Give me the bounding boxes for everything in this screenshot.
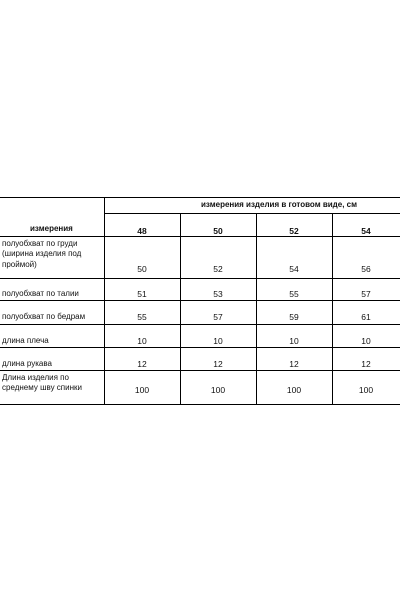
table-row-divider: [0, 370, 400, 371]
table-border-top: [0, 197, 400, 198]
table-cell: 57: [213, 312, 223, 322]
row-label: среднему шву спинки: [2, 383, 82, 392]
table-cell: 100: [134, 385, 150, 395]
table-cell: 10: [213, 336, 223, 346]
table-cell: 57: [361, 289, 371, 299]
row-label: полуобхват по талии: [2, 289, 79, 298]
table-row-divider: [0, 278, 400, 279]
table-cell: 12: [361, 359, 371, 369]
table-column-divider: [180, 213, 181, 405]
table-column-divider: [104, 197, 105, 405]
table-column-divider: [256, 213, 257, 405]
size-header: 48: [137, 226, 147, 236]
row-label: (ширина изделия под: [2, 249, 82, 258]
table-cell: 10: [137, 336, 147, 346]
table-cell: 51: [137, 289, 147, 299]
row-label: длина рукава: [2, 359, 52, 368]
table-cell: 53: [213, 289, 223, 299]
table-cell: 59: [289, 312, 299, 322]
size-header: 50: [213, 226, 223, 236]
row-label: длина плеча: [2, 336, 49, 345]
table-cell: 12: [137, 359, 147, 369]
table-cell: 61: [361, 312, 371, 322]
table-cell: 10: [289, 336, 299, 346]
row-header-label: измерения: [30, 224, 73, 233]
table-cell: 55: [137, 312, 147, 322]
table-border-bottom: [0, 404, 400, 405]
size-header: 54: [361, 226, 371, 236]
table-column-divider: [332, 213, 333, 405]
table-header-divider: [104, 213, 400, 214]
table-cell: 55: [289, 289, 299, 299]
table-cell: 12: [213, 359, 223, 369]
group-header: измерения изделия в готовом виде, см: [201, 200, 358, 209]
table-cell: 100: [210, 385, 226, 395]
table-cell: 12: [289, 359, 299, 369]
row-label: проймой): [2, 260, 37, 269]
table-cell: 100: [286, 385, 302, 395]
row-label: полуобхват по груди: [2, 239, 78, 248]
size-table: [0, 197, 400, 405]
table-row-divider: [0, 324, 400, 325]
table-cell: 10: [361, 336, 371, 346]
row-label: Длина изделия по: [2, 373, 69, 382]
table-cell: 56: [361, 264, 371, 274]
table-cell: 50: [137, 264, 147, 274]
row-label: полуобхват по бедрам: [2, 312, 86, 321]
size-header: 52: [289, 226, 299, 236]
table-cell: 52: [213, 264, 223, 274]
table-row-divider: [0, 300, 400, 301]
table-cell: 100: [358, 385, 374, 395]
table-cell: 54: [289, 264, 299, 274]
table-row-divider: [0, 236, 400, 237]
table-row-divider: [0, 347, 400, 348]
